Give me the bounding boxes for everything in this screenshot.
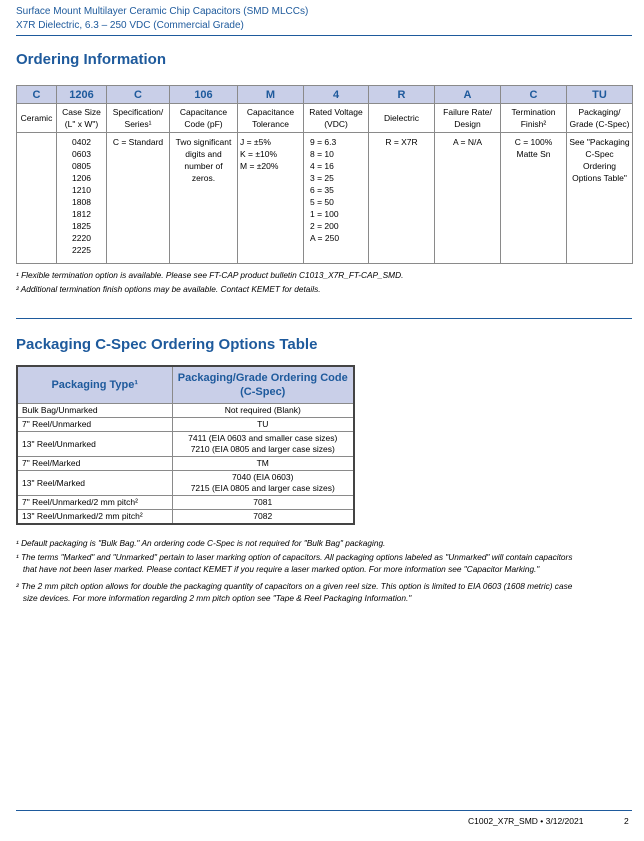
table-row <box>17 510 354 525</box>
packaging-code <box>172 418 354 432</box>
spec-value: C = Standard <box>107 133 170 264</box>
ceramic-value <box>17 133 57 264</box>
footer-rule <box>16 810 632 811</box>
case-size-item: 1825 <box>72 221 91 231</box>
code-cell: 1206 <box>57 86 107 104</box>
ordering-title: Ordering Information <box>16 51 166 68</box>
header-row <box>17 104 633 133</box>
section-rule <box>16 318 632 319</box>
values-row <box>17 133 633 264</box>
cap-code-value: Two significant digits and number of zeros. <box>170 133 238 264</box>
packaging-code <box>172 432 354 457</box>
code-line: 7082 <box>253 511 273 521</box>
packaging-type: Bulk Bag/Unmarked <box>17 404 172 418</box>
packaging-value: See "Packaging C-Spec Ordering Options Table" <box>567 133 633 264</box>
code-cell: C <box>501 86 567 104</box>
header-rule <box>16 35 632 36</box>
tolerance-item: M = ±20% <box>240 161 279 171</box>
packaging-type: 13" Reel/Unmarked <box>17 432 172 457</box>
code-line: 7040 (EIA 0603) <box>232 472 294 482</box>
case-size-item: 1210 <box>72 185 91 195</box>
voltage-item: 4 = 16 <box>310 161 334 171</box>
voltage-item: 5 = 50 <box>310 197 334 207</box>
ordering-footnote-1: ¹ Flexible termination option is available. Please see FT-CAP product bulletin C1013_X7R_FT-CAP_SMD. <box>16 270 404 280</box>
code-row <box>17 86 633 104</box>
ordering-footnote-2: ² Additional termination finish options may be available. Contact KEMET for details. <box>16 284 321 294</box>
column-header: Failure Rate/ Design <box>435 104 501 133</box>
column-header: Rated Voltage (VDC) <box>304 104 369 133</box>
code-cell: 4 <box>304 86 369 104</box>
code-cell: C <box>107 86 170 104</box>
voltage-list <box>304 133 369 264</box>
packaging-footnote-1: ¹ Default packaging is "Bulk Bag." An ordering code C-Spec is not required for "Bulk Bag" packaging. <box>16 538 386 548</box>
case-size-item: 2225 <box>72 245 91 255</box>
voltage-item: 3 = 25 <box>310 173 334 183</box>
column-header: Packaging/ Grade (C-Spec) <box>567 104 633 133</box>
packaging-type: 7" Reel/Marked <box>17 457 172 471</box>
code-line: 7210 (EIA 0805 and larger case sizes) <box>190 444 335 454</box>
case-size-item: 1808 <box>72 197 91 207</box>
header-line-2: X7R Dielectric, 6.3 – 250 VDC (Commercial Grade) <box>16 20 244 31</box>
tolerance-item: J = ±5% <box>240 137 271 147</box>
page-number: 2 <box>624 816 629 826</box>
voltage-item: 8 = 10 <box>310 149 334 159</box>
column-header: Capacitance Tolerance <box>238 104 304 133</box>
packaging-header-row <box>17 366 354 404</box>
code-line: 7215 (EIA 0805 and larger case sizes) <box>190 483 335 493</box>
code-line: TM <box>256 458 269 468</box>
table-row <box>17 432 354 457</box>
case-size-item: 1206 <box>72 173 91 183</box>
column-header: Ceramic <box>17 104 57 133</box>
tolerance-item: K = ±10% <box>240 149 278 159</box>
case-size-item: 1812 <box>72 209 91 219</box>
packaging-type: 7" Reel/Unmarked/2 mm pitch² <box>17 496 172 510</box>
packaging-type-header: Packaging Type¹ <box>17 366 172 404</box>
footer-doc-id: C1002_X7R_SMD • 3/12/2021 <box>468 816 584 826</box>
voltage-item: 1 = 100 <box>310 209 339 219</box>
code-line: 7411 (EIA 0603 and smaller case sizes) <box>188 433 338 443</box>
packaging-type: 13" Reel/Unmarked/2 mm pitch² <box>17 510 172 525</box>
case-size-list <box>57 133 107 264</box>
packaging-footnote-3: ² The 2 mm pitch option allows for double the packaging quantity of capacitors on a given reel size. This option is limited to EIA 0603 (1608 metric) case <box>16 581 573 591</box>
packaging-title: Packaging C-Spec Ordering Options Table <box>16 336 318 353</box>
code-cell: TU <box>567 86 633 104</box>
column-header: Dielectric <box>369 104 435 133</box>
column-header: Termination Finish² <box>501 104 567 133</box>
code-line: Not required (Blank) <box>224 405 301 415</box>
header-line-1: Surface Mount Multilayer Ceramic Chip Capacitors (SMD MLCCs) <box>16 6 309 17</box>
code-cell: C <box>17 86 57 104</box>
packaging-table <box>16 365 355 525</box>
table-row <box>17 471 354 496</box>
packaging-type: 7" Reel/Unmarked <box>17 418 172 432</box>
case-size-item: 2220 <box>72 233 91 243</box>
packaging-code <box>172 457 354 471</box>
case-size-item: 0805 <box>72 161 91 171</box>
case-size-item: 0402 <box>72 137 91 147</box>
ordering-table <box>16 85 633 264</box>
failure-value: A = N/A <box>435 133 501 264</box>
code-line: TU <box>257 419 269 429</box>
packaging-code <box>172 496 354 510</box>
column-header: Specification/ Series¹ <box>107 104 170 133</box>
voltage-item: 2 = 200 <box>310 221 339 231</box>
table-row <box>17 496 354 510</box>
voltage-item: A = 250 <box>310 233 340 243</box>
voltage-item: 6 = 35 <box>310 185 334 195</box>
code-line: 7081 <box>253 497 273 507</box>
packaging-code-header: Packaging/Grade Ordering Code (C-Spec) <box>172 366 354 404</box>
table-row <box>17 457 354 471</box>
packaging-type: 13" Reel/Marked <box>17 471 172 496</box>
column-header: Capacitance Code (pF) <box>170 104 238 133</box>
case-size-item: 0603 <box>72 149 91 159</box>
code-cell: 106 <box>170 86 238 104</box>
code-cell: R <box>369 86 435 104</box>
column-header: Case Size (L" x W") <box>57 104 107 133</box>
tolerance-list <box>238 133 304 264</box>
packaging-footnote-2: ¹ The terms "Marked" and "Unmarked" pertain to laser marking option of capacitors. All packaging options labeled as "Unmarked" will contain capacitors <box>16 552 573 562</box>
packaging-footnote-3-cont: size devices. For more information regarding 2 mm pitch option see "Tape & Reel Packaging Information." <box>16 593 412 603</box>
voltage-item: 9 = 6.3 <box>310 137 337 147</box>
packaging-code <box>172 510 354 525</box>
table-row <box>17 418 354 432</box>
packaging-code <box>172 404 354 418</box>
table-row <box>17 404 354 418</box>
dielectric-value: R = X7R <box>369 133 435 264</box>
termination-value: C = 100% Matte Sn <box>501 133 567 264</box>
code-cell: M <box>238 86 304 104</box>
packaging-footnote-2-cont: that have not been laser marked. Please contact KEMET if you require a laser marked option. For more information see "Capacitor Marking." <box>16 564 540 574</box>
packaging-code <box>172 471 354 496</box>
code-cell: A <box>435 86 501 104</box>
